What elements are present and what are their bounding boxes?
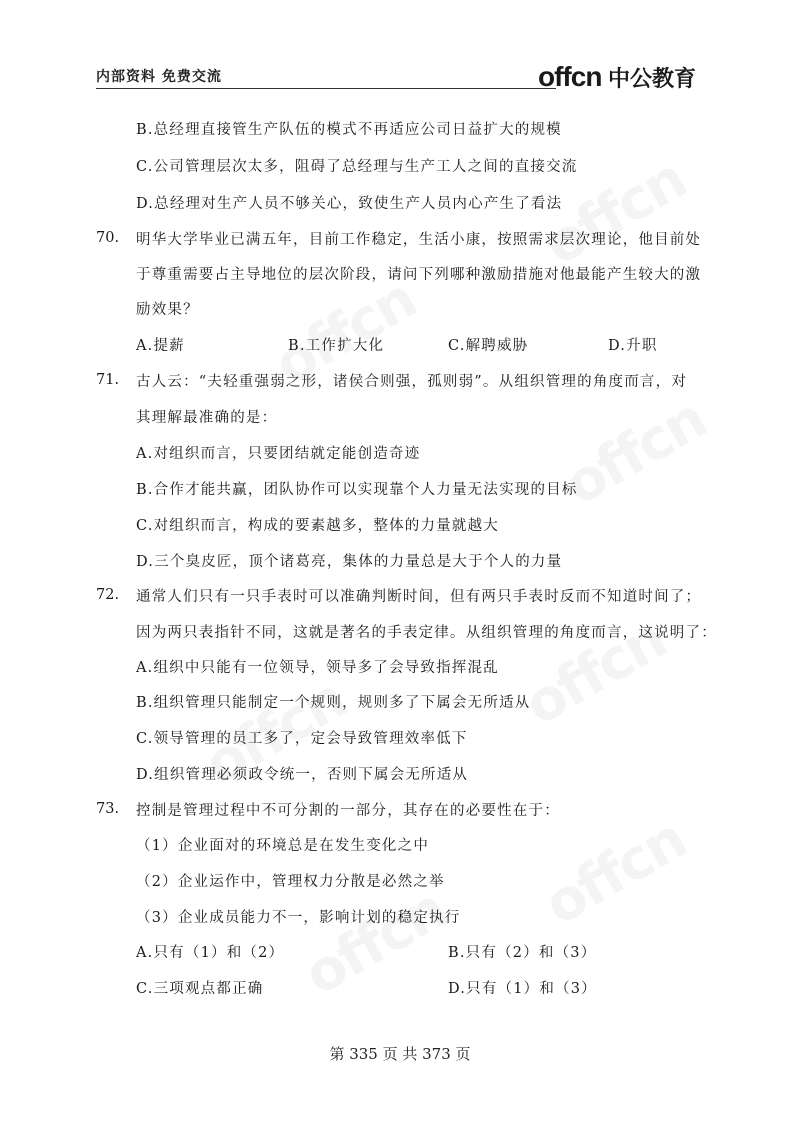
option-line: C.公司管理层次太多，阻碍了总经理与生产工人之间的直接交流 — [136, 159, 578, 175]
option-b: B.工作扩大化 — [288, 338, 385, 354]
question-stem: 因为两只表指针不同，这就是著名的手表定律。从组织管理的角度而言，这说明了： — [136, 625, 717, 641]
option-c: C.解聘威胁 — [448, 338, 529, 354]
option-line: D.三个臭皮匠，顶个诸葛亮，集体的力量总是大于个人的力量 — [136, 554, 563, 570]
page-number: 第 335 页 共 373 页 — [329, 1045, 471, 1063]
question-stem: 于尊重需要占主导地位的层次阶段，请问下列哪种激励措施对他最能产生较大的激 — [136, 267, 702, 283]
offcn-logo — [536, 60, 706, 92]
question-stem: 明华大学毕业已满五年，目前工作稳定，生活小康，按照需求层次理论，他目前处 — [136, 232, 702, 248]
watermark — [294, 877, 457, 1008]
question-number: 73. — [96, 801, 120, 817]
watermark — [554, 387, 717, 518]
question-number: 70. — [96, 230, 120, 246]
question-stem: 励效果？ — [136, 302, 199, 318]
question-stem: 其理解最准确的是： — [136, 410, 278, 426]
question-stem: 通常人们只有一只手表时可以准确判断时间，但有两只手表时反而不知道时间了； — [136, 589, 702, 605]
question-stem: 古人云：“夫轻重强弱之形，诸侯合则强，孤则弱”。从组织管理的角度而言，对 — [136, 374, 688, 390]
option-c: C.三项观点都正确 — [136, 981, 264, 997]
question-number: 71. — [96, 372, 120, 388]
option-b: B.只有（2）和（3） — [448, 945, 597, 961]
logo-cn: 中公教育 — [608, 67, 697, 92]
option-line: B.组织管理只能制定一个规则，规则多了下属会无所适从 — [136, 695, 531, 711]
option-line: C.对组织而言，构成的要素越多，整体的力量就越大 — [136, 518, 499, 534]
header-rule — [96, 88, 556, 89]
question-stem: 控制是管理过程中不可分割的一部分，其存在的必要性在于： — [136, 803, 560, 819]
watermark — [534, 807, 697, 938]
option-line: B.合作才能共赢，团队协作可以实现靠个人力量无法实现的目标 — [136, 482, 578, 498]
question-number: 72. — [96, 587, 120, 603]
option-line: A.组织中只能有一位领导，领导多了会导致指挥混乱 — [136, 660, 499, 676]
option-line: C.领导管理的员工多了，定会导致管理效率低下 — [136, 731, 468, 747]
page-header — [96, 60, 706, 92]
logo-latin: offcn — [538, 61, 602, 92]
statement-item: （1）企业面对的环境总是在发生变化之中 — [136, 838, 430, 854]
statement-item: （2）企业运作中，管理权力分散是必然之举 — [136, 874, 445, 890]
option-line: D.组织管理必须政令统一，否则下属会无所适从 — [136, 767, 469, 783]
option-line: A.对组织而言，只要团结就定能创造奇迹 — [136, 446, 421, 462]
option-line: B.总经理直接管生产队伍的模式不再适应公司日益扩大的规模 — [136, 122, 562, 138]
option-d: D.升职 — [608, 338, 658, 354]
option-a: A.只有（1）和（2） — [136, 945, 285, 961]
option-line: D.总经理对生产人员不够关心，致使生产人员内心产生了看法 — [136, 196, 563, 212]
header-label: 内部资料 免费交流 — [96, 69, 222, 85]
statement-item: （3）企业成员能力不一，影响计划的稳定执行 — [136, 910, 461, 926]
option-d: D.只有（1）和（3） — [448, 981, 597, 997]
option-a: A.提薪 — [136, 338, 185, 354]
